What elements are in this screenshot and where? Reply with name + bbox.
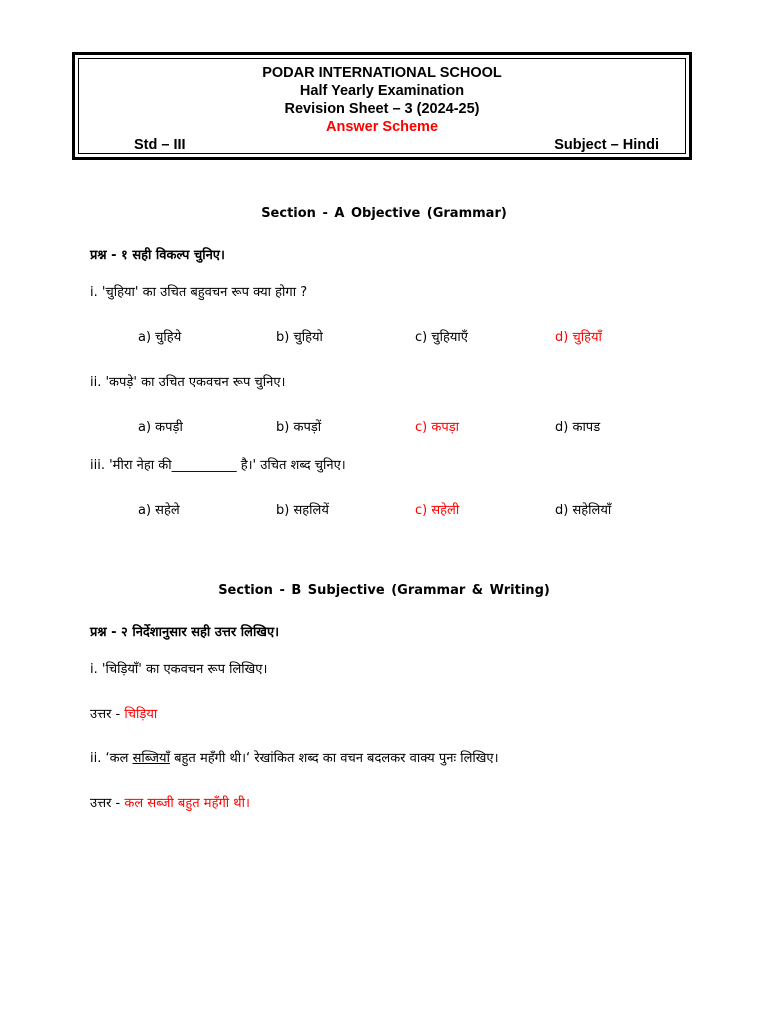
question-a2: ii. 'कपड़े' का उचित एकवचन रूप चुनिए। — [90, 375, 286, 390]
subject-label: Subject – Hindi — [554, 137, 659, 153]
answer-b1-text: चिड़िया — [124, 707, 158, 722]
option-a2-c-answer: c) कपड़ा — [415, 420, 460, 435]
option-a1-a: a) चुहिये — [138, 330, 182, 345]
header-box — [72, 52, 692, 160]
option-a3-b: b) सहलियें — [276, 503, 329, 518]
option-a2-a: a) कपड़ी — [138, 420, 183, 435]
section-b-title: Section - B Subjective (Grammar & Writing) — [218, 583, 550, 598]
question-a1: i. 'चुहिया' का उचित बहुवचन रूप क्या होगा ? — [90, 285, 308, 300]
option-a3-a: a) सहेले — [138, 503, 180, 518]
answer-b2-line — [90, 793, 250, 811]
answer-b2-label: उत्तर - — [90, 796, 121, 811]
answer-b1-label: उत्तर - — [90, 707, 121, 722]
answer-b2-text: कल सब्जी बहुत महँगी थी। — [124, 796, 250, 811]
option-a2-b: b) कपड़ों — [276, 420, 322, 435]
school-name: PODAR INTERNATIONAL SCHOOL — [262, 65, 502, 81]
std-label: Std – III — [134, 137, 186, 153]
question-a3: iii. 'मीरा नेहा की__________ है।' उचित शब्द चुनिए। — [90, 458, 346, 473]
section-b-question-heading: प्रश्न - २ निर्देशानुसार सही उत्तर लिखिए। — [90, 625, 280, 640]
sheet-title: Revision Sheet – 3 (2024-25) — [284, 101, 480, 117]
section-a-title: Section - A Objective (Grammar) — [261, 206, 507, 221]
section-a-question-heading: प्रश्न - १ सही विकल्प चुनिए। — [90, 248, 225, 263]
question-b2-suffix: बहुत महँगी थी।‘ रेखांकित शब्द का वचन बदलकर वाक्य पुनः लिखिए। — [174, 751, 499, 766]
option-a3-c-answer: c) सहेली — [415, 503, 460, 518]
option-a3-d: d) सहेलियाँ — [555, 503, 612, 518]
option-a1-d-answer: d) चुहियाँ — [555, 330, 602, 345]
question-b2 — [90, 748, 499, 766]
question-b1: i. 'चिड़ियाँ' का एकवचन रूप लिखिए। — [90, 662, 268, 677]
option-a1-b: b) चुहियो — [276, 330, 323, 345]
option-a2-d: d) कापड — [555, 420, 601, 435]
header-inner-border — [78, 58, 686, 154]
option-a1-c: c) चुहियाएँ — [415, 330, 468, 345]
question-b2-underlined-word: सब्जियाँ — [132, 751, 170, 766]
answer-b1-line — [90, 704, 157, 722]
exam-title: Half Yearly Examination — [299, 83, 465, 99]
answer-scheme-title: Answer Scheme — [325, 119, 439, 135]
question-b2-prefix: ii. ‘कल — [90, 751, 129, 766]
